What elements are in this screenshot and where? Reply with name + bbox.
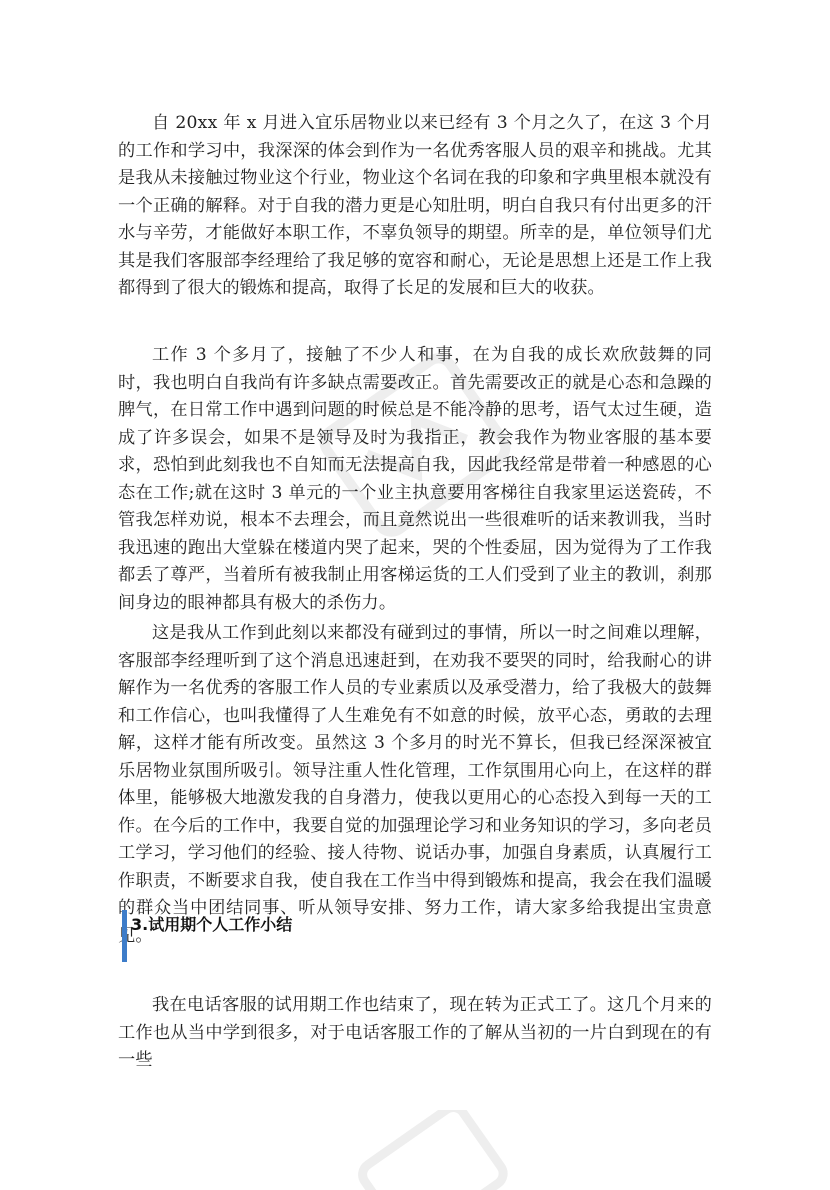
section-heading: [122, 910, 292, 962]
watermark-icon-bottom: [330, 1110, 530, 1190]
paragraph-encouragement: 这是我从工作到此刻以来都没有碰到过的事情，所以一时之间难以理解，客服部李经理听到了这个消息迅速赶到，在劝我不要哭的同时，给我耐心的讲解作为一名优秀的客服工作人员的专业素质以及承受潜力，给了我极大的鼓舞和工作信心，也叫我懂得了人生难免有不如意的时候，放平心态，勇敢的去理解，这样才能有所改变。虽然这 3 个多月的时光不算长，但我已经深深被宜乐居物业氛围所吸引。领导注重人性化管理，工作氛围用心向上，在这样的群体里，能够极大地激发我的自身潜力，使我以更用心的心态投入到每一天的工作。在今后的工作中，我要自觉的加强理论学习和业务知识的学习，多向老员工学习，学习他们的经验、接人待物、说话办事，加强自身素质，认真履行工作职责，不断要求自我，使自我在工作当中得到锻炼和提高，我会在我们温暖的群众当中团结同事、听从领导安排、努力工作，请大家多给我提出宝贵意见。: [118, 623, 712, 946]
paragraph-probation-summary: 我在电话客服的试用期工作也结束了，现在转为正式工了。这几个月来的工作也从当中学到很多，对于电话客服工作的了解从当初的一片白到现在的有一些: [118, 995, 712, 1070]
paragraph-intro: 自 20xx 年 x 月进入宜乐居物业以来已经有 3 个月之久了，在这 3 个月的工作和学习中，我深深的体会到作为一名优秀客服人员的艰辛和挑战。尤其是我从未接触过物业这个行业，物业这个名词在我的印象和字典里根本就没有一个正确的解释。对于自我的潜力更是心知肚明，明白自我只有付出更多的汗水与辛劳，才能做好本职工作，不辜负领导的期望。所幸的是，单位领导们尤其是我们客服部李经理给了我足够的宽容和耐心，无论是思想上还是工作上我都得到了很大的锻炼和提高，取得了长足的发展和巨大的收获。: [118, 113, 712, 298]
paragraph-shortcomings: 工作 3 个多月了，接触了不少人和事，在为自我的成长欢欣鼓舞的同时，我也明白自我尚有许多缺点需要改正。首先需要改正的就是心态和急躁的脾气，在日常工作中遇到问题的时候总是不能冷静的思考，语气太过生硬，造成了许多误会，如果不是领导及时为我指正，教会我作为物业客服的基本要求，恐怕到此刻我也不自知而无法提高自我，因此我经常是带着一种感恩的心态在工作;就在这时 3 单元的一个业主执意要用客梯往自我家里运送瓷砖，不管我怎样劝说，根本不去理会，而且竟然说出一些很难听的话来教训我，当时我迅速的跑出大堂躲在楼道内哭了起来，哭的个性委屈，因为觉得为了工作我都丢了尊严，当着所有被我制止用客梯运货的工人们受到了业主的教训，刹那间身边的眼神都具有极大的杀伤力。: [118, 345, 712, 613]
section-heading-text: 3.试用期个人工作小结: [131, 915, 293, 934]
